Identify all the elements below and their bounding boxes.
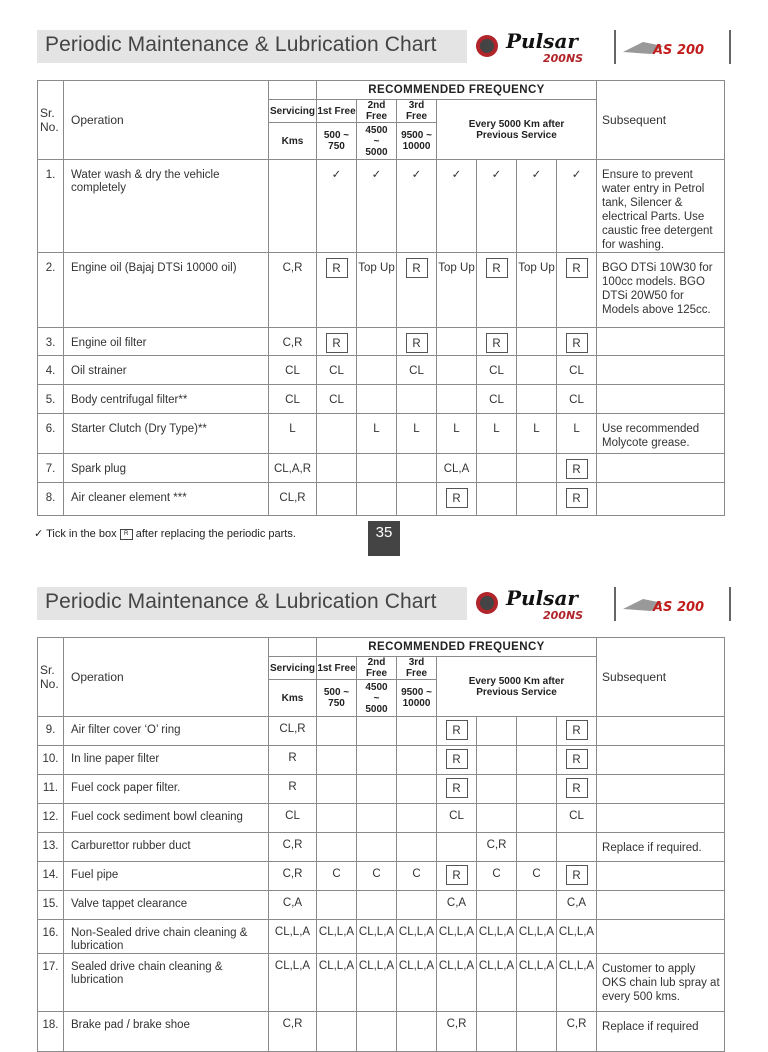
- kms-header-2: Kms: [269, 680, 317, 717]
- frequency-cell: Top Up: [517, 253, 557, 328]
- frequency-cell: [477, 253, 517, 328]
- footnote: [34, 527, 296, 540]
- frequency-cell: [397, 328, 437, 356]
- servicing-kms-cell: CL: [269, 385, 317, 414]
- frequency-cell: [517, 1012, 557, 1052]
- servicing-kms-cell: C,A: [269, 891, 317, 920]
- replace-checkbox[interactable]: R: [446, 720, 468, 740]
- subsequent-cell: [597, 891, 725, 920]
- frequency-cell: [397, 483, 437, 516]
- free1-header-2: 1st Free: [317, 657, 357, 680]
- frequency-cell: [317, 804, 357, 833]
- frequency-cell: [477, 1012, 517, 1052]
- frequency-cell: C,A: [437, 891, 477, 920]
- frequency-cell: [317, 414, 357, 454]
- frequency-cell: [357, 746, 397, 775]
- frequency-cell: [517, 746, 557, 775]
- frequency-cell: [357, 717, 397, 746]
- footnote-box: R: [120, 529, 133, 540]
- frequency-cell: L: [397, 414, 437, 454]
- servicing-header-2: Servicing: [269, 657, 317, 680]
- subsequent-header: Subsequent: [597, 81, 725, 160]
- frequency-cell: CL,L,A: [317, 920, 357, 954]
- frequency-cell: C: [517, 862, 557, 891]
- free3-header-2: 3rd Free: [397, 657, 437, 680]
- replace-checkbox[interactable]: R: [566, 459, 588, 479]
- frequency-cell: CL: [317, 356, 357, 385]
- row-number: 16.: [38, 920, 64, 954]
- subsequent-cell: Ensure to prevent water entry in Petrol tank, Silencer & electrical Parts. Use caustic free detergent for washing.: [597, 160, 725, 253]
- frequency-cell: C: [397, 862, 437, 891]
- servicing-header: Servicing: [269, 100, 317, 123]
- frequency-cell: [517, 891, 557, 920]
- logo-model: 200NS: [543, 52, 584, 65]
- frequency-cell: [557, 746, 597, 775]
- operation-cell: Carburettor rubber duct: [64, 833, 269, 862]
- frequency-cell: [317, 454, 357, 483]
- frequency-cell: [517, 385, 557, 414]
- servicing-kms-cell: R: [269, 775, 317, 804]
- operation-cell: Starter Clutch (Dry Type)**: [64, 414, 269, 454]
- table-row: [38, 160, 725, 253]
- frequency-cell: [357, 833, 397, 862]
- table-row: [38, 891, 725, 920]
- frequency-cell: [317, 891, 357, 920]
- frequency-cell: ✓: [357, 160, 397, 253]
- servicing-kms-cell: C,R: [269, 862, 317, 891]
- sr-no-header-2: Sr. No.: [38, 638, 64, 717]
- frequency-cell: [517, 328, 557, 356]
- row-number: 7.: [38, 454, 64, 483]
- chart-title-bar-2: [37, 587, 467, 620]
- operation-cell: Spark plug: [64, 454, 269, 483]
- frequency-cell: L: [517, 414, 557, 454]
- logo-model-2: 200NS: [543, 609, 584, 622]
- frequency-cell: C: [317, 862, 357, 891]
- frequency-cell: CL,L,A: [397, 920, 437, 954]
- frequency-cell: [517, 804, 557, 833]
- table-row: [38, 717, 725, 746]
- frequency-cell: [477, 454, 517, 483]
- recommended-frequency-header-2: RECOMMENDED FREQUENCY: [317, 638, 597, 657]
- frequency-cell: [317, 833, 357, 862]
- table-row: [38, 1012, 725, 1052]
- free2-header-2: 2nd Free: [357, 657, 397, 680]
- frequency-cell: Top Up: [437, 253, 477, 328]
- subsequent-header-2: Subsequent: [597, 638, 725, 717]
- chart-title: Periodic Maintenance & Lubrication Chart: [45, 33, 437, 56]
- frequency-cell: [477, 483, 517, 516]
- servicing-kms-cell: C,R: [269, 253, 317, 328]
- row-number: 4.: [38, 356, 64, 385]
- frequency-cell: [397, 833, 437, 862]
- frequency-cell: [317, 717, 357, 746]
- frequency-cell: Top Up: [357, 253, 397, 328]
- frequency-cell: CL,L,A: [477, 954, 517, 1012]
- frequency-cell: ✓: [517, 160, 557, 253]
- operation-cell: Body centrifugal filter**: [64, 385, 269, 414]
- row-number: 5.: [38, 385, 64, 414]
- frequency-cell: [317, 328, 357, 356]
- replace-checkbox[interactable]: R: [406, 333, 428, 353]
- frequency-cell: CL: [557, 385, 597, 414]
- subsequent-cell: [597, 717, 725, 746]
- frequency-cell: [397, 1012, 437, 1052]
- table-row: [38, 920, 725, 954]
- subsequent-cell: [597, 775, 725, 804]
- operation-cell: In line paper filter: [64, 746, 269, 775]
- table-body-1: [38, 160, 725, 516]
- table-row: [38, 454, 725, 483]
- frequency-cell: CL: [397, 356, 437, 385]
- frequency-cell: [357, 775, 397, 804]
- frequency-cell: [517, 833, 557, 862]
- servicing-kms-cell: CL,R: [269, 717, 317, 746]
- frequency-cell: [397, 891, 437, 920]
- table-row: [38, 483, 725, 516]
- servicing-kms-cell: [269, 160, 317, 253]
- chart-title-bar: [37, 30, 467, 63]
- replace-checkbox[interactable]: R: [446, 778, 468, 798]
- frequency-cell: CL: [317, 385, 357, 414]
- subsequent-cell: [597, 356, 725, 385]
- frequency-cell: [557, 483, 597, 516]
- table-row: [38, 804, 725, 833]
- servicing-kms-cell: R: [269, 746, 317, 775]
- frequency-cell: [517, 454, 557, 483]
- frequency-cell: L: [557, 414, 597, 454]
- maintenance-table-2: [37, 637, 725, 1052]
- frequency-cell: [437, 775, 477, 804]
- frequency-cell: [397, 804, 437, 833]
- row-number: 15.: [38, 891, 64, 920]
- operation-cell: Valve tappet clearance: [64, 891, 269, 920]
- frequency-cell: [557, 775, 597, 804]
- frequency-cell: [437, 833, 477, 862]
- operation-cell: Fuel cock paper filter.: [64, 775, 269, 804]
- frequency-cell: CL,L,A: [557, 954, 597, 1012]
- frequency-cell: [517, 483, 557, 516]
- frequency-cell: [357, 328, 397, 356]
- operation-cell: Air filter cover ‘O’ ring: [64, 717, 269, 746]
- operation-header-2: Operation: [64, 638, 269, 717]
- replace-checkbox[interactable]: R: [566, 749, 588, 769]
- row-number: 8.: [38, 483, 64, 516]
- operation-cell: Oil strainer: [64, 356, 269, 385]
- frequency-cell: [477, 775, 517, 804]
- frequency-cell: CL,L,A: [437, 954, 477, 1012]
- replace-checkbox[interactable]: R: [566, 333, 588, 353]
- frequency-cell: ✓: [557, 160, 597, 253]
- frequency-cell: L: [357, 414, 397, 454]
- frequency-cell: [477, 328, 517, 356]
- chart-title-2: Periodic Maintenance & Lubrication Chart: [45, 590, 437, 613]
- subsequent-cell: [597, 454, 725, 483]
- frequency-cell: [557, 862, 597, 891]
- table-row: [38, 775, 725, 804]
- frequency-cell: [437, 862, 477, 891]
- frequency-cell: CL: [477, 356, 517, 385]
- frequency-cell: [557, 253, 597, 328]
- frequency-cell: [557, 717, 597, 746]
- frequency-cell: [477, 804, 517, 833]
- frequency-cell: CL,L,A: [557, 920, 597, 954]
- frequency-cell: [397, 717, 437, 746]
- table-row: [38, 746, 725, 775]
- frequency-cell: ✓: [437, 160, 477, 253]
- frequency-cell: [437, 328, 477, 356]
- frequency-cell: CL,L,A: [517, 920, 557, 954]
- operation-cell: Fuel cock sediment bowl cleaning: [64, 804, 269, 833]
- free3-range: 9500 ~ 10000: [397, 123, 437, 160]
- frequency-cell: [357, 483, 397, 516]
- frequency-cell: CL,L,A: [477, 920, 517, 954]
- frequency-cell: [397, 454, 437, 483]
- frequency-cell: CL,L,A: [317, 954, 357, 1012]
- frequency-cell: CL: [557, 804, 597, 833]
- pulsar-logo-2: [473, 583, 733, 623]
- replace-checkbox[interactable]: R: [326, 258, 348, 278]
- servicing-kms-cell: CL,R: [269, 483, 317, 516]
- frequency-cell: ✓: [477, 160, 517, 253]
- operation-cell: Engine oil (Bajaj DTSi 10000 oil): [64, 253, 269, 328]
- replace-checkbox[interactable]: R: [486, 333, 508, 353]
- replace-checkbox[interactable]: R: [566, 865, 588, 885]
- frequency-cell: [437, 746, 477, 775]
- frequency-cell: [357, 891, 397, 920]
- frequency-cell: ✓: [317, 160, 357, 253]
- subsequent-cell: Customer to apply OKS chain lub spray at every 500 kms.: [597, 954, 725, 1012]
- footnote-prefix: ✓ Tick in the box: [34, 528, 117, 540]
- table-row: [38, 414, 725, 454]
- frequency-cell: CL,L,A: [517, 954, 557, 1012]
- servicing-kms-cell: L: [269, 414, 317, 454]
- subsequent-cell: BGO DTSi 10W30 for 100cc models. BGO DTSi 20W50 for Models above 125cc.: [597, 253, 725, 328]
- row-number: 14.: [38, 862, 64, 891]
- sr-no-header: Sr. No.: [38, 81, 64, 160]
- servicing-kms-cell: CL: [269, 804, 317, 833]
- row-number: 18.: [38, 1012, 64, 1052]
- subsequent-cell: Use recommended Molycote grease.: [597, 414, 725, 454]
- frequency-cell: [317, 775, 357, 804]
- row-number: 12.: [38, 804, 64, 833]
- operation-cell: Engine oil filter: [64, 328, 269, 356]
- kms-header: Kms: [269, 123, 317, 160]
- frequency-cell: [557, 328, 597, 356]
- free1-range-2: 500 ~ 750: [317, 680, 357, 717]
- subsequent-cell: [597, 328, 725, 356]
- replace-checkbox[interactable]: R: [566, 258, 588, 278]
- table-row: [38, 328, 725, 356]
- servicing-kms-cell: CL: [269, 356, 317, 385]
- replace-checkbox[interactable]: R: [446, 488, 468, 508]
- frequency-cell: CL: [437, 804, 477, 833]
- frequency-cell: [517, 356, 557, 385]
- recommended-frequency-header: RECOMMENDED FREQUENCY: [317, 81, 597, 100]
- frequency-cell: C: [477, 862, 517, 891]
- frequency-cell: [557, 454, 597, 483]
- frequency-cell: [437, 356, 477, 385]
- row-number: 2.: [38, 253, 64, 328]
- replace-checkbox[interactable]: R: [326, 333, 348, 353]
- operation-cell: Air cleaner element ***: [64, 483, 269, 516]
- subsequent-cell: Replace if required.: [597, 833, 725, 862]
- servicing-kms-cell: CL,L,A: [269, 920, 317, 954]
- replace-checkbox[interactable]: R: [446, 865, 468, 885]
- frequency-cell: [397, 253, 437, 328]
- subsequent-cell: [597, 862, 725, 891]
- servicing-kms-cell: CL,L,A: [269, 954, 317, 1012]
- row-number: 6.: [38, 414, 64, 454]
- operation-header: Operation: [64, 81, 269, 160]
- frequency-cell: ✓: [397, 160, 437, 253]
- table-row: [38, 356, 725, 385]
- frequency-cell: C,A: [557, 891, 597, 920]
- servicing-kms-cell: C,R: [269, 328, 317, 356]
- frequency-cell: [357, 804, 397, 833]
- row-number: 3.: [38, 328, 64, 356]
- maintenance-table-1: [37, 80, 725, 516]
- table-row: [38, 253, 725, 328]
- frequency-cell: [517, 717, 557, 746]
- subsequent-cell: [597, 746, 725, 775]
- every-header: Every 5000 Km after Previous Service: [437, 100, 597, 160]
- frequency-cell: [477, 891, 517, 920]
- frequency-cell: [357, 1012, 397, 1052]
- operation-cell: Non-Sealed drive chain cleaning & lubrication: [64, 920, 269, 954]
- frequency-cell: [317, 253, 357, 328]
- free3-header: 3rd Free: [397, 100, 437, 123]
- row-number: 11.: [38, 775, 64, 804]
- free1-header: 1st Free: [317, 100, 357, 123]
- table-row: [38, 833, 725, 862]
- frequency-cell: [437, 717, 477, 746]
- operation-cell: Brake pad / brake shoe: [64, 1012, 269, 1052]
- logo-model2: AS 200: [653, 43, 705, 58]
- free2-header: 2nd Free: [357, 100, 397, 123]
- replace-checkbox[interactable]: R: [486, 258, 508, 278]
- pulsar-logo: [473, 26, 733, 66]
- row-number: 10.: [38, 746, 64, 775]
- frequency-cell: [357, 356, 397, 385]
- frequency-cell: CL,L,A: [357, 954, 397, 1012]
- row-number: 17.: [38, 954, 64, 1012]
- replace-checkbox[interactable]: R: [566, 720, 588, 740]
- subsequent-cell: [597, 385, 725, 414]
- frequency-cell: [437, 385, 477, 414]
- frequency-cell: CL,L,A: [397, 954, 437, 1012]
- every-header-2: Every 5000 Km after Previous Service: [437, 657, 597, 717]
- page-number: 35: [368, 521, 400, 556]
- frequency-cell: [317, 746, 357, 775]
- frequency-cell: CL,L,A: [357, 920, 397, 954]
- footnote-suffix: after replacing the periodic parts.: [135, 528, 296, 540]
- operation-cell: Water wash & dry the vehicle completely: [64, 160, 269, 253]
- logo-brand: Pulsar: [506, 29, 578, 53]
- table-row: [38, 385, 725, 414]
- frequency-cell: [517, 775, 557, 804]
- free3-range-2: 9500 ~ 10000: [397, 680, 437, 717]
- frequency-cell: C,R: [557, 1012, 597, 1052]
- free2-range-2: 4500 ~ 5000: [357, 680, 397, 717]
- frequency-cell: C,R: [437, 1012, 477, 1052]
- frequency-cell: CL: [477, 385, 517, 414]
- frequency-cell: [357, 454, 397, 483]
- logo-brand-2: Pulsar: [506, 586, 578, 610]
- free2-range: 4500 ~ 5000: [357, 123, 397, 160]
- table-body-2: [38, 717, 725, 1052]
- frequency-cell: [557, 833, 597, 862]
- servicing-kms-cell: CL,A,R: [269, 454, 317, 483]
- replace-checkbox[interactable]: R: [566, 778, 588, 798]
- frequency-cell: CL: [557, 356, 597, 385]
- frequency-cell: C: [357, 862, 397, 891]
- frequency-cell: [317, 483, 357, 516]
- free1-range: 500 ~ 750: [317, 123, 357, 160]
- frequency-cell: [397, 775, 437, 804]
- subsequent-cell: Replace if required: [597, 1012, 725, 1052]
- replace-checkbox[interactable]: R: [566, 488, 588, 508]
- row-number: 9.: [38, 717, 64, 746]
- frequency-cell: CL,A: [437, 454, 477, 483]
- frequency-cell: [477, 746, 517, 775]
- logo-model2-2: AS 200: [653, 600, 705, 615]
- frequency-cell: CL,L,A: [437, 920, 477, 954]
- replace-checkbox[interactable]: R: [446, 749, 468, 769]
- subsequent-cell: [597, 804, 725, 833]
- frequency-cell: L: [437, 414, 477, 454]
- frequency-cell: [357, 385, 397, 414]
- frequency-cell: [397, 385, 437, 414]
- frequency-cell: [317, 1012, 357, 1052]
- frequency-cell: [437, 483, 477, 516]
- frequency-cell: C,R: [477, 833, 517, 862]
- servicing-kms-cell: C,R: [269, 833, 317, 862]
- subsequent-cell: [597, 920, 725, 954]
- row-number: 13.: [38, 833, 64, 862]
- frequency-cell: [397, 746, 437, 775]
- frequency-cell: L: [477, 414, 517, 454]
- operation-cell: Fuel pipe: [64, 862, 269, 891]
- row-number: 1.: [38, 160, 64, 253]
- operation-cell: Sealed drive chain cleaning & lubrication: [64, 954, 269, 1012]
- servicing-kms-cell: C,R: [269, 1012, 317, 1052]
- subsequent-cell: [597, 483, 725, 516]
- replace-checkbox[interactable]: R: [406, 258, 428, 278]
- table-row: [38, 862, 725, 891]
- frequency-cell: [477, 717, 517, 746]
- table-row: [38, 954, 725, 1012]
